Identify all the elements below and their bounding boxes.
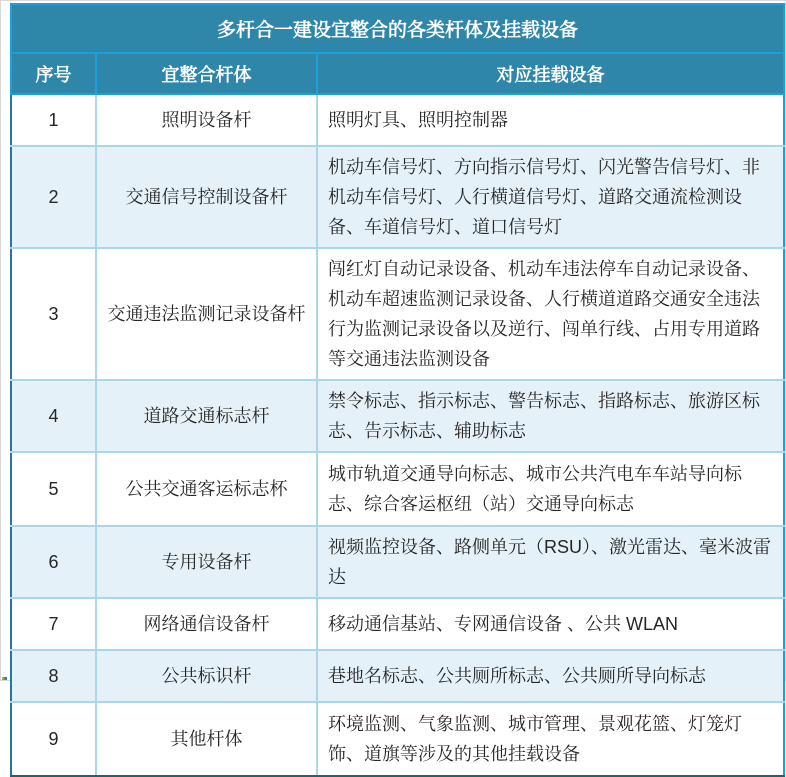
column-header-pole-type: 宜整合杆体 (96, 53, 317, 94)
table-row (11, 94, 784, 146)
pole-type-cell: 照明设备杆 (96, 94, 317, 146)
table-row (11, 526, 784, 598)
row-number-cell: 3 (11, 248, 96, 380)
table-row (11, 248, 784, 380)
devices-cell: 闯红灯自动记录设备、机动车违法停车自动记录设备、机动车超速监测记录设备、人行横道道路交通安全违法行为监测记录设备以及逆行、闯单行线、占用专用道路等交通违法监测设备 (317, 248, 784, 380)
devices-cell: 视频监控设备、路侧单元（RSU）、激光雷达、毫米波雷达 (317, 526, 784, 598)
pole-type-cell: 其他杆体 (96, 702, 317, 776)
table-row (11, 380, 784, 452)
pixel-artifact (2, 677, 7, 680)
row-number-cell: 7 (11, 598, 96, 650)
table-row (11, 598, 784, 650)
table-title: 多杆合一建设宜整合的各类杆体及挂载设备 (11, 4, 784, 53)
table-row (11, 702, 784, 776)
pole-type-cell: 专用设备杆 (96, 526, 317, 598)
row-number-cell: 6 (11, 526, 96, 598)
devices-cell: 禁令标志、指示标志、警告标志、指路标志、旅游区标志、告示标志、辅助标志 (317, 380, 784, 452)
row-number-cell: 9 (11, 702, 96, 776)
row-number-cell: 5 (11, 452, 96, 526)
row-number-cell: 4 (11, 380, 96, 452)
pole-type-cell: 交通信号控制设备杆 (96, 146, 317, 248)
devices-cell: 移动通信基站、专网通信设备 、公共 WLAN (317, 598, 784, 650)
table-header-row (11, 53, 784, 94)
row-number-cell: 2 (11, 146, 96, 248)
devices-cell: 巷地名标志、公共厕所标志、公共厕所导向标志 (317, 650, 784, 702)
pole-type-cell: 交通违法监测记录设备杆 (96, 248, 317, 380)
devices-cell: 照明灯具、照明控制器 (317, 94, 784, 146)
pole-type-cell: 道路交通标志杆 (96, 380, 317, 452)
table-row (11, 650, 784, 702)
pole-type-cell: 公共标识杆 (96, 650, 317, 702)
devices-cell: 环境监测、气象监测、城市管理、景观花篮、灯笼灯饰、道旗等涉及的其他挂载设备 (317, 702, 784, 776)
pole-equipment-table (10, 3, 785, 777)
column-header-number: 序号 (11, 53, 96, 94)
pole-type-cell: 公共交通客运标志杯 (96, 452, 317, 526)
table-row (11, 452, 784, 526)
table-title-row (11, 4, 784, 53)
devices-cell: 机动车信号灯、方向指示信号灯、闪光警告信号灯、非机动车信号灯、人行横道信号灯、道路交通流检测设备、车道信号灯、道口信号灯 (317, 146, 784, 248)
row-number-cell: 1 (11, 94, 96, 146)
devices-cell: 城市轨道交通导向标志、城市公共汽电车车站导向标志、综合客运枢纽（站）交通导向标志 (317, 452, 784, 526)
table-row (11, 146, 784, 248)
row-number-cell: 8 (11, 650, 96, 702)
pole-type-cell: 网络通信设备杆 (96, 598, 317, 650)
column-header-devices: 对应挂载设备 (317, 53, 784, 94)
